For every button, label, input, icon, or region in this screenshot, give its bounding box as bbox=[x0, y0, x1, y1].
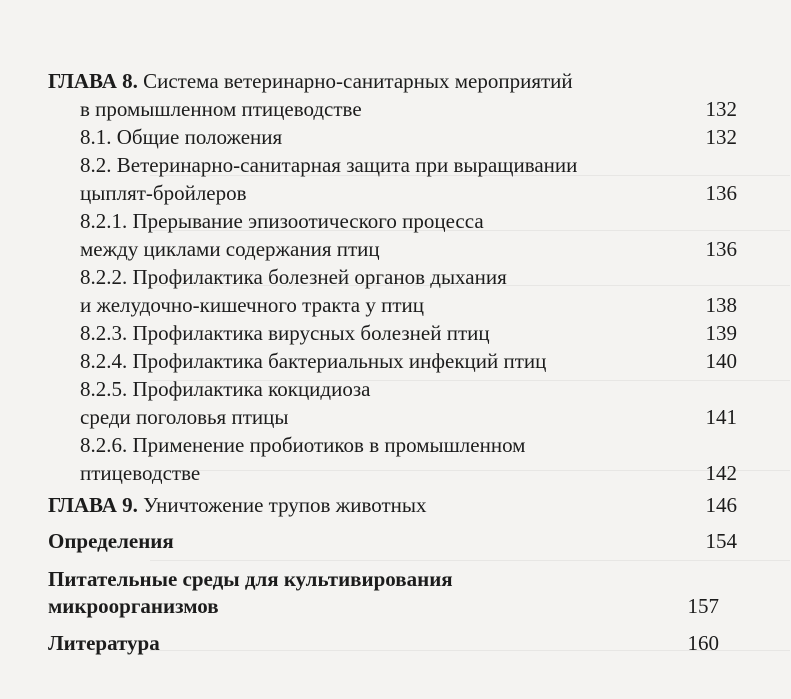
page-number: 132 bbox=[705, 125, 737, 149]
subsection-title: 8.2.5. Профилактика кокцидиоза bbox=[80, 377, 371, 401]
chapter-label: ГЛАВА 8. bbox=[48, 69, 138, 93]
page-number: 141 bbox=[705, 405, 737, 429]
chapter-title-cont: в промышленном птицеводстве bbox=[80, 97, 362, 121]
subsection-title: 8.2.1. Прерывание эпизоотического процесса bbox=[80, 209, 484, 233]
chapter-title: Уничтожение трупов животных bbox=[143, 493, 427, 517]
appendix-title-cont: микроорганизмов bbox=[48, 594, 219, 618]
subsection-title-cont: птицеводстве bbox=[80, 461, 201, 485]
page-number: 142 bbox=[705, 461, 737, 485]
page-number: 136 bbox=[705, 237, 737, 261]
appendix-title: Литература bbox=[48, 631, 160, 655]
section-title: 8.2. Ветеринарно-санитарная защита при выращивании bbox=[80, 153, 578, 177]
page-number: 138 bbox=[705, 293, 737, 317]
page-number: 132 bbox=[705, 97, 737, 121]
subsection-title: 8.2.4. Профилактика бактериальных инфекций птиц bbox=[80, 349, 547, 373]
page-number: 136 bbox=[705, 181, 737, 205]
section-title-cont: цыплят-бройлеров bbox=[80, 181, 247, 205]
subsection-title-cont: между циклами содержания птиц bbox=[80, 237, 380, 261]
appendix-title: Определения bbox=[48, 529, 174, 553]
page-number: 139 bbox=[705, 321, 737, 345]
section-title: 8.1. Общие положения bbox=[80, 125, 283, 149]
page-number: 140 bbox=[705, 349, 737, 373]
chapter-title: Система ветеринарно-санитарных мероприятий bbox=[143, 69, 573, 93]
page-number: 157 bbox=[687, 594, 719, 618]
bleed-through-line bbox=[150, 470, 790, 471]
chapter-label: ГЛАВА 9. bbox=[48, 493, 138, 517]
subsection-title: 8.2.2. Профилактика болезней органов дыхания bbox=[80, 265, 507, 289]
subsection-title: 8.2.6. Применение пробиотиков в промышленном bbox=[80, 433, 526, 457]
page-number: 146 bbox=[705, 493, 737, 517]
subsection-title-cont: и желудочно-кишечного тракта у птиц bbox=[80, 293, 425, 317]
bleed-through-line bbox=[150, 560, 790, 561]
appendix-title: Питательные среды для культивирования bbox=[48, 567, 453, 591]
page-number: 154 bbox=[705, 529, 737, 553]
page-number: 160 bbox=[687, 631, 719, 655]
subsection-title: 8.2.3. Профилактика вирусных болезней птиц bbox=[80, 321, 490, 345]
subsection-title-cont: среди поголовья птицы bbox=[80, 405, 289, 429]
